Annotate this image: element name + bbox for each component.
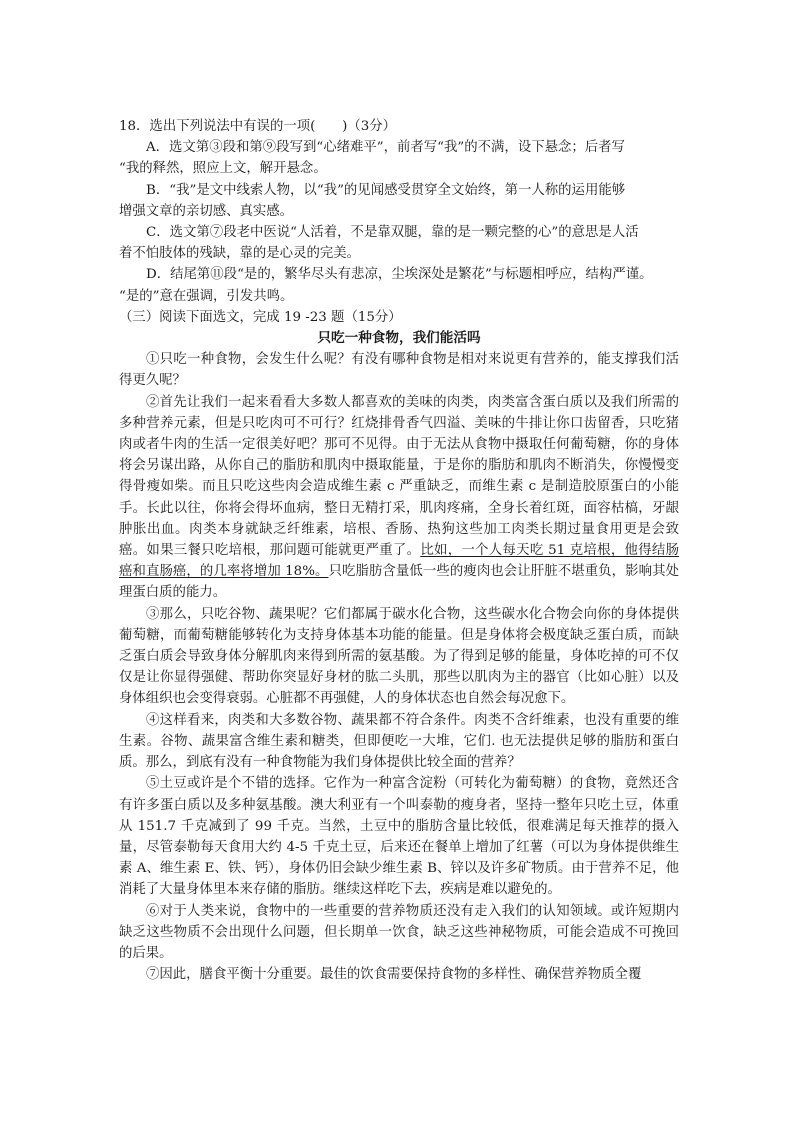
paragraph-4: ④这样看来，肉类和大多数谷物、蔬果都不符合条件。肉类不含纤维素，也没有重要的维生素。谷物、蔬果富含维生素和糖类，但即便吃一大堆，它们. 也无法提供足够的脂肪和蛋白质。那么，到底有没有一种食物能为我们身体提供比较全面的营养？ <box>119 712 679 771</box>
question-18-option-c <box>119 222 679 264</box>
option-a-line-2: “我的释然，照应上文，解开悬念。 <box>119 161 327 177</box>
question-18-stem: 18．选出下列说法中有误的一项( )（3分） <box>119 119 397 134</box>
question-18-option-a <box>119 137 679 179</box>
option-d-line-1: D．结尾第⑪段“是的，繁华尽头有悲凉，尘埃深处是繁花”与标题相呼应，结构严谨。 <box>146 267 653 283</box>
paragraph-2-underlined-sentence: 比如，一个人每天吃 51 克培根，他得结肠癌和直肠癌，的几率将增加 18%。 <box>119 543 679 580</box>
paragraph-2 <box>119 392 679 604</box>
option-d-line-2: “是的”意在强调，引发共鸣。 <box>119 288 294 304</box>
paragraph-1: ①只吃一种食物，会发生什么呢？有没有哪种食物是相对来说更有营养的，能支撑我们活得更久呢？ <box>119 352 679 389</box>
option-b-line-2: 增强文章的亲切感、真实感。 <box>119 203 294 219</box>
paragraph-5: ⑤土豆或许是个不错的选择。它作为一种富含淀粉（可转化为葡萄糖）的食物，竟然还含有许多蛋白质以及多种氨基酸。澳大利亚有一个叫泰勒的瘦身者，坚持一整年只吃土豆，体重从 151.7 千克减到了 99 千克。当然，土豆中的脂肪含量比较低，很难满足每天推荐的摄入量，尽管泰勒每天食用大约 4-5 千克土豆，后来还在餐单上增加了红薯（可以为身体提供维生素 A、维生素 E、铁、钙），身体仍旧会缺少维生素 B、锌以及许多矿物质。由于营养不足，他消耗了大量身体里本来存储的脂肪。继续这样吃下去，疾病是难以避免的。 <box>119 776 679 898</box>
option-b-line-1: B．“我”是文中线索人物，以“我”的见闻感受贯穿全文始终，第一人称的运用能够 <box>146 182 626 198</box>
document-page <box>119 116 679 985</box>
question-18-option-d <box>119 264 679 306</box>
paragraph-7: ⑦因此，膳食平衡十分重要。最佳的饮食需要保持食物的多样性、确保营养物质全覆 <box>146 967 642 983</box>
paragraph-2-text-b: 只吃脂肪含量低一些的瘦肉也会让肝脏不堪重负，影响其处理蛋白质的能力。 <box>119 564 679 601</box>
option-a-line-1: A．选文第③段和第⑨段写到“心绪难平”，前者写“我”的不满，设下悬念；后者写 <box>146 140 625 156</box>
section-3-header: （三）阅读下面选文，完成 19 -23 题（15分） <box>119 309 402 325</box>
article-title: 只吃一种食物，我们能活吗 <box>317 330 481 347</box>
question-18-option-b <box>119 180 679 222</box>
option-c-line-2: 着不怕肢体的残缺，靠的是心灵的完美。 <box>119 246 361 262</box>
option-c-line-1: C．选文第⑦段老中医说“人活着，不是靠双腿，靠的是一颗完整的心”的意思是人活 <box>146 225 639 241</box>
paragraph-3: ③那么，只吃谷物、蔬果呢？它们都属于碳水化合物，这些碳水化合物会向你的身体提供葡萄糖，而葡萄糖能够转化为支持身体基本功能的能量。但是身体将会极度缺乏蛋白质，而缺乏蛋白质会导致身体分解肌肉来得到所需的氨基酸。为了得到足够的能量，身体吃掉的可不仅仅是让你显得强健、帮助你突显好身材的肱二头肌，那些以肌肉为主的器官（比如心脏）以及身体组织也会变得衰弱。心脏都不再强健，人的身体状态也自然会每况愈下。 <box>119 606 679 707</box>
paragraph-2-text-a: ②首先让我们一起来看看大多数人都喜欢的美味的肉类，肉类富含蛋白质以及我们所需的多种营养元素，但是只吃肉可不可行？红烧排骨香气四溢、美味的牛排让你口齿留香，只吃猪肉或者牛肉的生活一定很美好吧？那可不见得。由于无法从食物中摄取任何葡萄糖，你的身体将会另谋出路，从你自己的脂肪和肌肉中摄取能量，于是你的脂肪和肌肉不断消失，你慢慢变得骨瘦如柴。而且只吃这些肉会造成维生素 c 严重缺乏，而维生素 c 是制造胶原蛋白的小能手。长此以往，你将会得坏血病，整日无精打采，肌肉疼痛，全身长着红斑，面容枯槁，牙龈肿胀出血。肉类本身就缺乏纤维素，培根、香肠、热狗这些加工肉类长期过量食用更是会致癌。如果三餐只吃培根，那问题可能就更严重了。 <box>119 394 679 559</box>
paragraph-6: ⑥对于人类来说，食物中的一些重要的营养物质还没有走入我们的认知领域。或许短期内缺乏这些物质不会出现什么问题，但长期单一饮食，缺乏这些神秘物质，可能会造成不可挽回的后果。 <box>119 903 679 961</box>
